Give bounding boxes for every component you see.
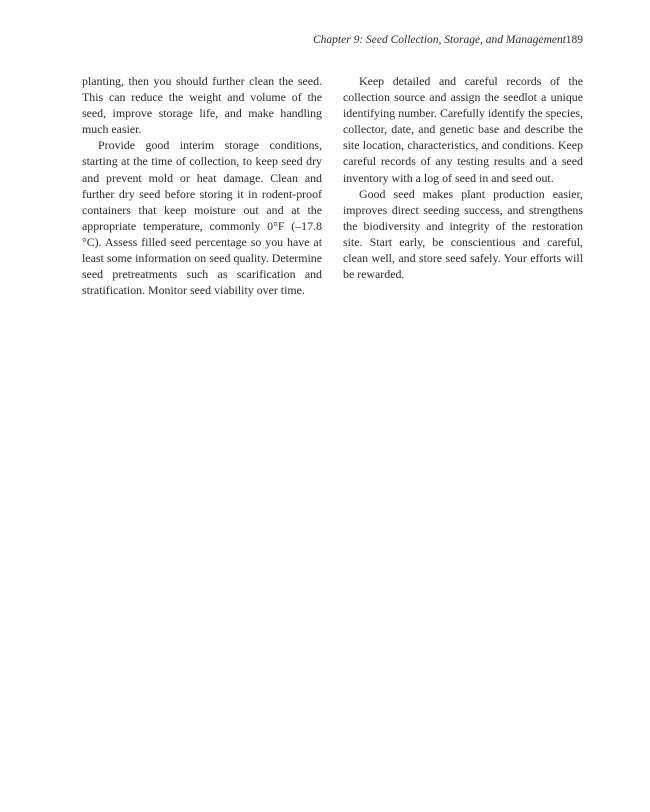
paragraph: Provide good interim storage conditions, starting at the time of collection, to keep seed dry and prevent mold or heat damage. Clean and further dry seed before storing it in rodent-proof containers that keep moisture out and at the appropriate temperature, commonly 0°F (–17.8 °C). Assess filled seed percentage so you have at least some information on seed quality. Determine seed pretreatments such as scarification and stratification. Monitor seed viability over time. [82,138,322,298]
left-column [82,73,322,298]
paragraph: Keep detailed and careful records of the collection source and assign the seedlot a unique identifying number. Carefully identify the species, collector, date, and genetic base and describe the site location, characteristics, and conditions. Keep careful records of any testing results and a seed inventory with a log of seed in and seed out. [343,74,583,185]
paragraph: Good seed makes plant production easier, improves direct seeding success, and strengthens the biodiversity and integrity of the restoration site. Start early, be conscientious and careful, clean well, and store seed safely. Your efforts will be rewarded. [343,186,583,282]
page-number: 189 [565,34,583,46]
right-column [343,73,583,282]
running-head [313,33,583,47]
paragraph: planting, then you should further clean the seed. This can reduce the weight and volume of the seed, improve storage life, and make handling much easier. [82,74,322,137]
chapter-title: Chapter 9: Seed Collection, Storage, and Management [313,34,566,46]
